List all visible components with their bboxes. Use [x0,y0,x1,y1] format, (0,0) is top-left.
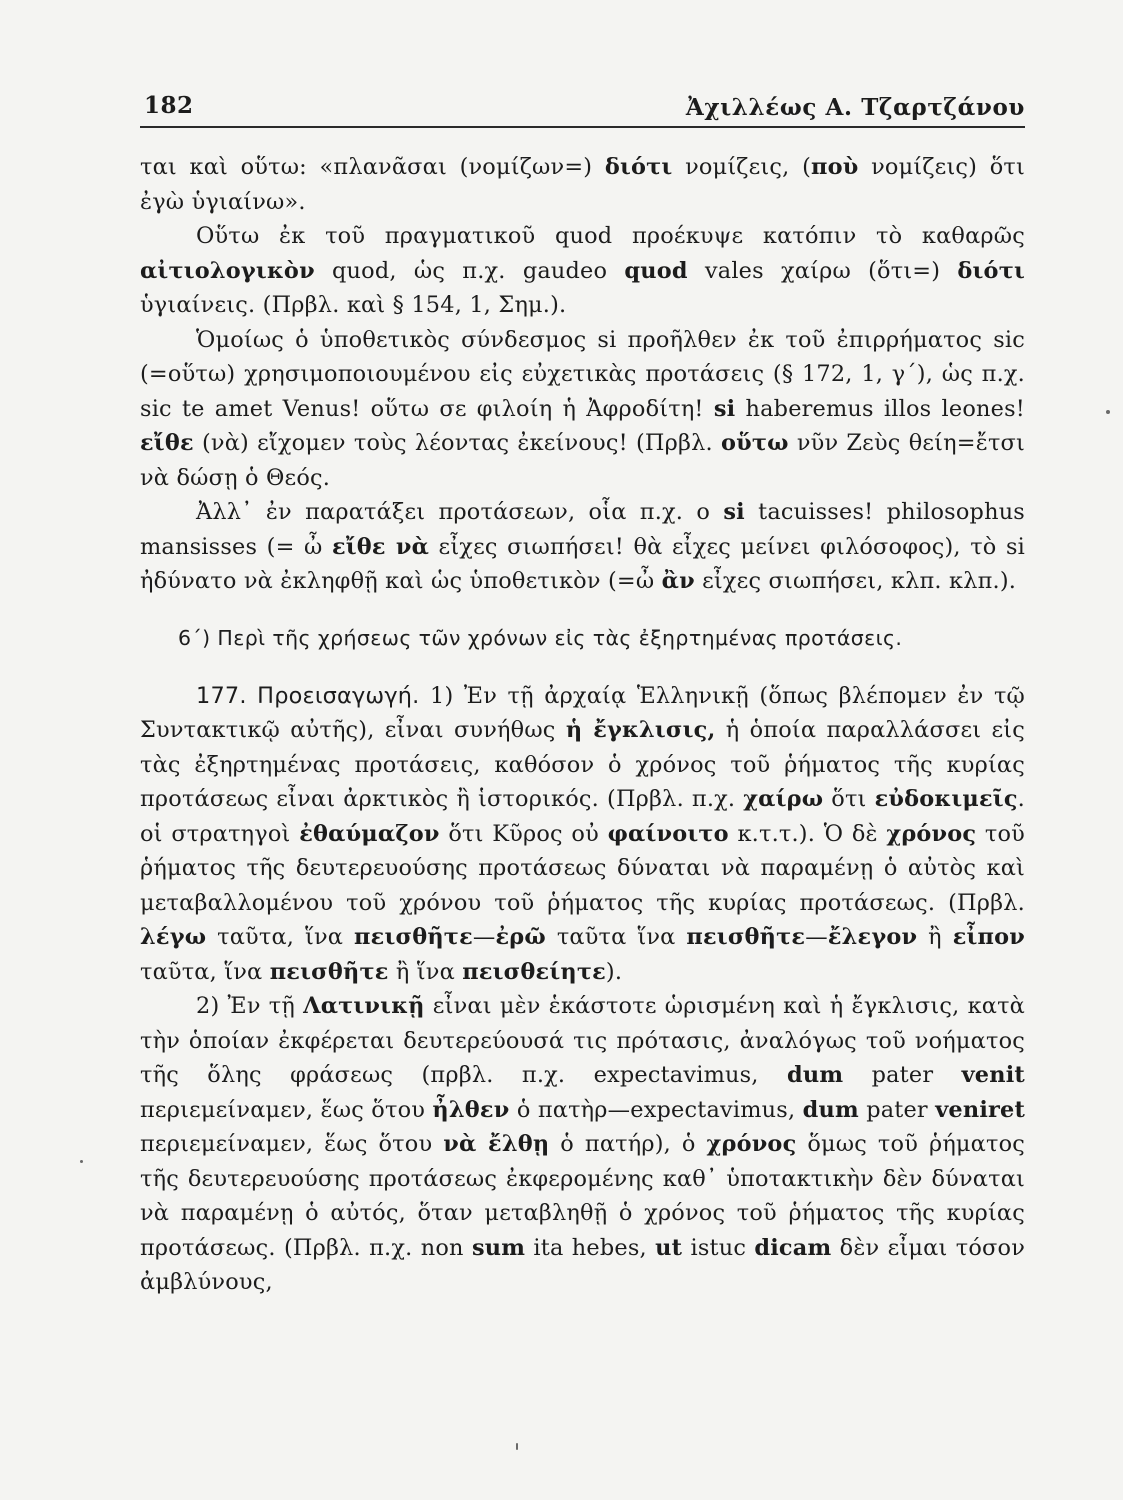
bold-text: dum [802,1096,859,1123]
print-speck [1106,410,1110,414]
text-run: περιεμείναμεν, ἕως ὅτου [140,1096,433,1123]
text-run: — [805,924,828,950]
bold-text: ἡ ἔγκλισις, [565,717,716,743]
text-run: 2) Ἐν τῇ [196,993,304,1019]
bold-text: si [713,395,736,422]
text-run: Ὁμοίως ὁ ὑποθετικὸς σύνδεσμος si προῆλθεν ἐκ τοῦ ἐπιρρήματος sic (=οὕτω) χρησιμοποιουμένου εἰς εὐχετικὰς προτάσεις (§ 172, 1, γ΄), ὡς π.χ. sic te amet Venus! οὕτω σε φιλοίη ἡ Ἀφροδίτη! [140,326,1025,422]
text-run: (νὰ) εἴχομεν τοὺς λέοντας ἐκείνους! (Πρβλ. [193,430,721,456]
text-run: ταῦτα, ἵνα [140,958,270,985]
bold-text: πεισθῆτε [269,958,389,985]
bold-text: φαίνοιτο [607,820,729,847]
bold-text: πεισθῆτε [354,924,473,950]
bold-text: εἴθε νὰ [331,533,430,560]
text-run: vales χαίρω (ὅτι=) [687,257,958,284]
text-run: tacuisses! philosophus mansisses (= ὦ [140,499,1026,560]
text-run: Οὕτω ἐκ τοῦ πραγματικοῦ quod προέκυψε κατόπιν τὸ καθαρῶς [196,223,1025,249]
text-run: ὅτι Κῦρος οὐ [439,820,608,847]
paragraph [140,679,1025,990]
paragraph [140,323,1025,496]
print-speck [80,1160,83,1163]
text-run: εἶχες σιωπήσει, κλπ. κλπ.). [694,568,1017,594]
bold-text: dicam [754,1234,832,1261]
bold-text: ἔλεγον [827,924,918,950]
text-run: ὁ πατήρ), ὁ [549,1131,707,1157]
text-run: ται καὶ οὕτω: «πλανᾶσαι (νομίζων=) [140,154,605,180]
text-run: ὅμως τοῦ ῥήματος τῆς δευτερευούσης προτάσεως ἐκφερομένης καθ᾽ ὑποτακτικὴν δὲν δύναται νὰ παραμένῃ ὁ αὐτός, ὅταν μεταβληθῇ ὁ χρόνος τοῦ ῥήματος τῆς κυρίας προτάσεως. (Πρβλ. π.χ. non [140,1131,1026,1261]
bold-text: ἐθαύμαζον [299,820,440,847]
text-run: νῦν Ζεὺς θείη=ἔτσι νὰ δώσῃ ὁ Θεός. [140,430,1025,491]
text-run: ὁ πατὴρ—expectavimus, [509,1096,803,1123]
page-number: 182 [144,92,194,119]
bold-text: λέγω [140,924,207,950]
bold-text: veniret [935,1096,1026,1123]
section-heading [140,621,1025,655]
text-run: δὲν εἶμαι τόσον ἀμβλύνους, [140,1234,1026,1295]
text-run: ὑγιαίνεις. (Πρβλ. καὶ § 154, 1, Σημ.). [140,292,567,318]
bold-text: ἂν [661,568,695,594]
text-run: κ.τ.τ.). Ὁ δὲ [728,820,887,847]
text-run: quod, ὡς π.χ. gaudeo [314,257,625,284]
text-run: ). [605,958,623,985]
text-run: ταῦτα ἵνα [545,924,687,950]
text-run: ἢ ἵνα [388,958,463,985]
text-run: ὅτι [823,786,875,812]
bold-text: ut [655,1234,683,1261]
bold-text: dum [787,1062,844,1088]
page-header [140,88,1025,128]
text-run: νομίζεις) ὅτι ἐγὼ ὑγιαίνω». [140,154,1025,215]
bold-text: ποὺ [811,154,859,180]
bold-text: χρόνος [706,1131,797,1157]
bold-text: αἰτιολογικὸν [140,257,315,284]
running-head: Ἀχιλλέως Α. Τζαρτζάνου [685,94,1025,121]
bold-text: εὐδοκιμεῖς [874,786,1018,812]
text-run: ita hebes, [525,1234,656,1261]
bold-text: εἶπον [952,924,1025,950]
bold-text: διότι [604,154,673,180]
text-run: εἶναι μὲν ἑκάστοτε ὡρισμένη καὶ ἡ ἔγκλισις, κατὰ τὴν ὁποίαν ἐκφέρεται δευτερεύουσά τις πρότασις, ἀναλόγως τοῦ νοήματος τῆς ὅλης φράσεως (πρβλ. π.χ. expectavimus, [140,993,1026,1088]
bold-text: si [723,499,745,525]
text-run: 1) Ἐν τῇ ἀρχαίᾳ Ἑλληνικῇ (ὅπως βλέπομεν ἐν τῷ Συντακτικῷ αὐτῆς), εἶναι συνήθως [140,682,1026,743]
bold-text: διότι [957,257,1025,284]
paragraph-number: 177. Προεισαγωγή. [196,682,420,709]
bold-text: νὰ ἔλθῃ [443,1131,550,1157]
print-speck [516,1443,518,1450]
bold-text: χαίρω [743,786,824,812]
paragraph [140,495,1025,599]
paragraph [140,219,1025,323]
text-run: νομίζεις, ( [672,154,812,180]
body-text [140,150,1025,1300]
bold-text: quod [624,257,688,284]
text-run: ἡ ὁποία παραλλάσσει εἰς τὰς ἐξηρτημένας προτάσεις, καθόσον ὁ χρόνος τοῦ ῥήματος τῆς κυρίας προτάσεως εἶναι ἀρκτικὸς ἢ ἱστορικός. (Πρβλ. π.χ. [140,717,1026,812]
bold-text: χρόνος [886,820,977,847]
text-run: pater [843,1062,962,1088]
bold-text: venit [961,1062,1025,1088]
text-run: 6΄) Περὶ τῆς χρήσεως τῶν χρόνων εἰς τὰς ἐξηρτημένας προτάσεις. [178,625,903,650]
text-run: pater [858,1096,936,1123]
bold-text: ἐρῶ [495,924,546,950]
text-run: τοῦ ῥήματος τῆς δευτερευούσης προτάσεως δύναται νὰ παραμένῃ ὁ αὐτὸς καὶ μεταβαλλομένου τοῦ χρόνου τοῦ ῥήματος τῆς κυρίας προτάσεως. (Πρβλ. [140,820,1025,916]
text-run: haberemus illos leones! [735,395,1025,422]
bold-text: Λατινικῇ [303,993,425,1019]
bold-text: sum [471,1234,526,1261]
text-run: Ἀλλ᾽ ἐν παρατάξει προτάσεων, οἷα π.χ. o [196,499,724,525]
text-run: . οἱ στρατηγοὶ [140,786,1025,847]
text-run: εἶχες σιωπήσει! θὰ εἶχες μείνει φιλόσοφος), τὸ si ἠδύνατο νὰ ἐκληφθῇ καὶ ὡς ὑποθετικὸν (=ὦ [140,533,1026,594]
paragraph [140,150,1025,219]
text-run: istuc [682,1234,755,1261]
bold-text: πεισθείητε [462,958,606,985]
text-run: ταῦτα, ἵνα [206,924,355,950]
bold-text: εἴθε [140,430,194,456]
bold-text: ἦλθεν [432,1096,510,1123]
bold-text: οὕτω [721,430,789,456]
text-run: — [472,924,496,950]
text-run: περιεμείναμεν, ἕως ὅτου [140,1131,444,1157]
text-run: ἢ [917,924,953,950]
bold-text: πεισθῆτε [686,924,806,950]
paragraph [140,989,1025,1300]
